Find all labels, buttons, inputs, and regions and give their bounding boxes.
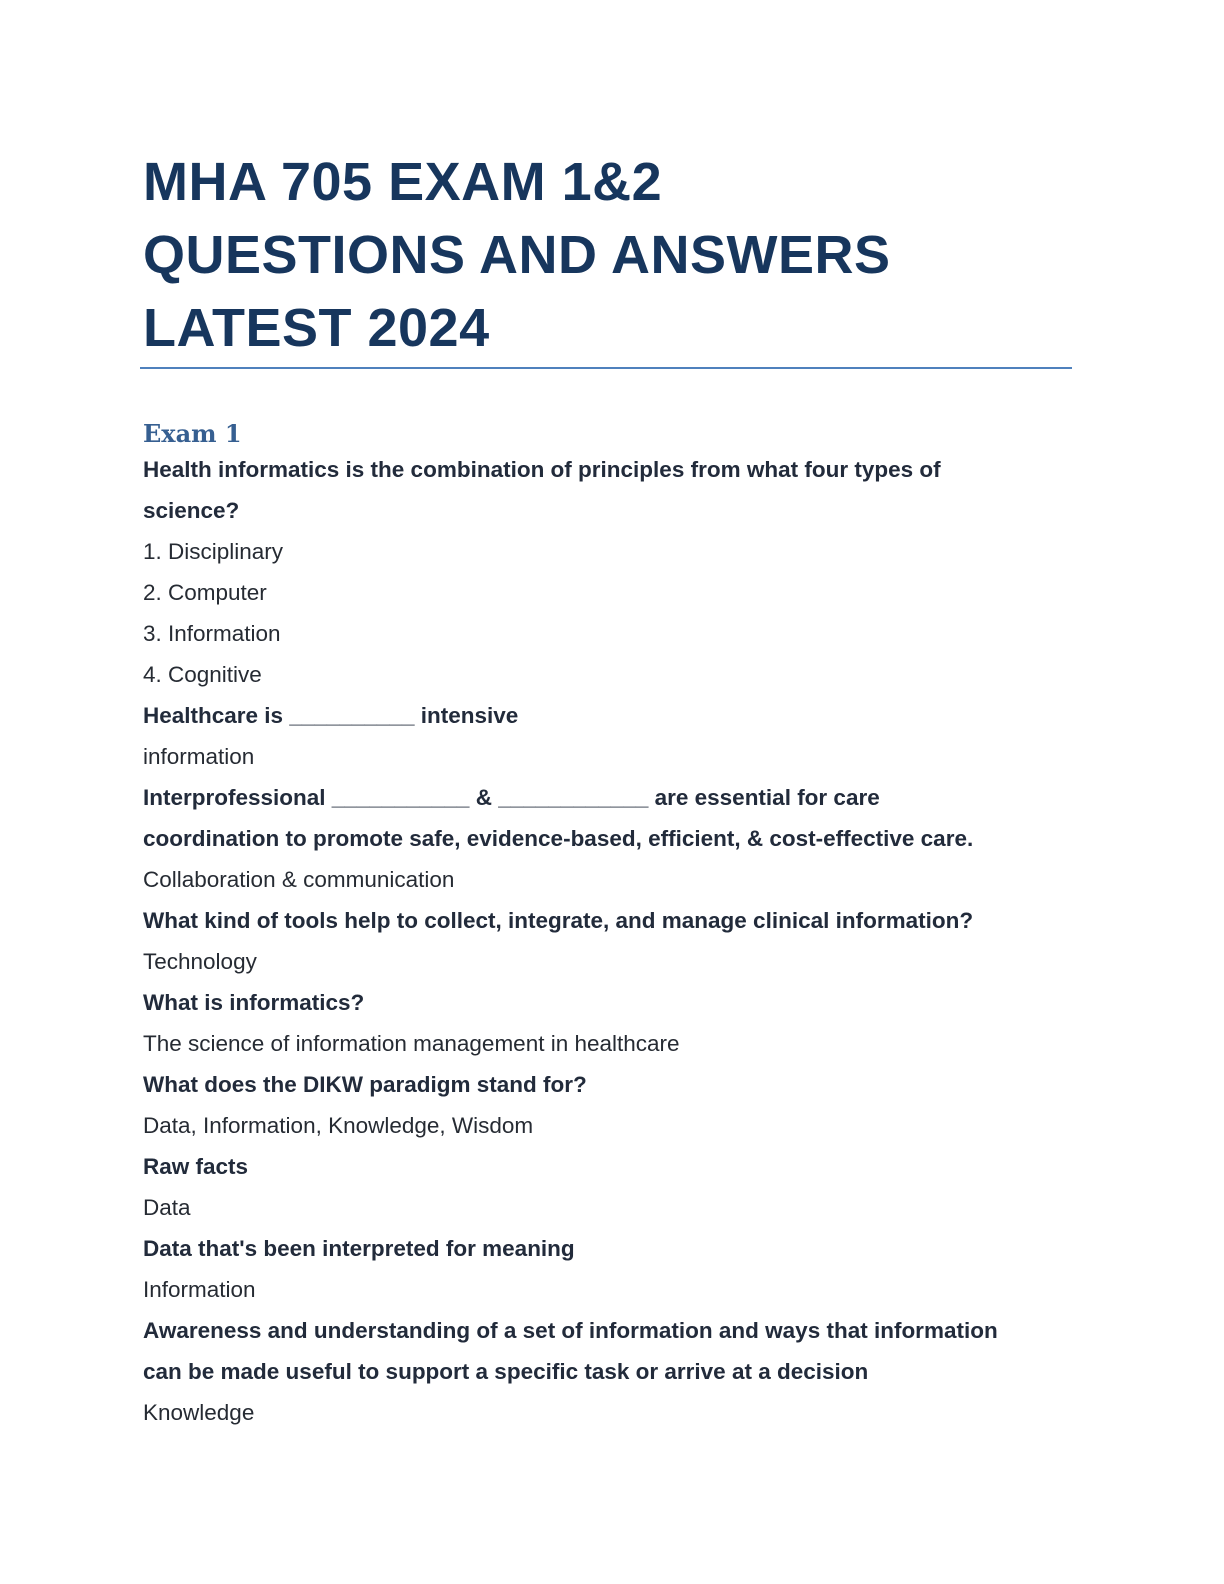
question-line: What is informatics? bbox=[143, 990, 365, 1015]
section-heading: Exam 1 bbox=[143, 419, 242, 448]
question-answer-list bbox=[143, 449, 1073, 1433]
answer-line: 1. Disciplinary bbox=[143, 539, 284, 564]
question-line: Awareness and understanding of a set of information and ways that information bbox=[143, 1318, 998, 1343]
answer-line: 2. Computer bbox=[143, 580, 267, 605]
answer-line: Data bbox=[143, 1195, 191, 1220]
answer-line: The science of information management in healthcare bbox=[143, 1031, 680, 1056]
question-line: science? bbox=[143, 498, 240, 523]
question-line: coordination to promote safe, evidence-based, efficient, & cost-effective care. bbox=[143, 826, 974, 851]
document-page bbox=[143, 0, 1073, 1425]
document-title bbox=[143, 0, 1073, 365]
title-line: QUESTIONS AND ANSWERS bbox=[143, 225, 891, 285]
title-line: LATEST 2024 bbox=[143, 298, 490, 358]
answer-line: Data, Information, Knowledge, Wisdom bbox=[143, 1113, 534, 1138]
question-line: Raw facts bbox=[143, 1154, 249, 1179]
answer-line: Technology bbox=[143, 949, 257, 974]
title-divider bbox=[140, 367, 1072, 369]
answer-line: Knowledge bbox=[143, 1400, 255, 1425]
title-line: MHA 705 EXAM 1&2 bbox=[143, 152, 663, 212]
question-line: What does the DIKW paradigm stand for? bbox=[143, 1072, 587, 1097]
question-line: Interprofessional ___________ & ____________ are essential for care bbox=[143, 785, 880, 810]
answer-line: information bbox=[143, 744, 255, 769]
question-line: Health informatics is the combination of principles from what four types of bbox=[143, 457, 941, 482]
question-line: Healthcare is __________ intensive bbox=[143, 703, 519, 728]
answer-line: 4. Cognitive bbox=[143, 662, 262, 687]
answer-line: 3. Information bbox=[143, 621, 281, 646]
answer-line: Information bbox=[143, 1277, 256, 1302]
question-line: What kind of tools help to collect, integrate, and manage clinical information? bbox=[143, 908, 974, 933]
question-line: can be made useful to support a specific task or arrive at a decision bbox=[143, 1359, 869, 1384]
question-line: Data that's been interpreted for meaning bbox=[143, 1236, 575, 1261]
answer-line: Collaboration & communication bbox=[143, 867, 455, 892]
